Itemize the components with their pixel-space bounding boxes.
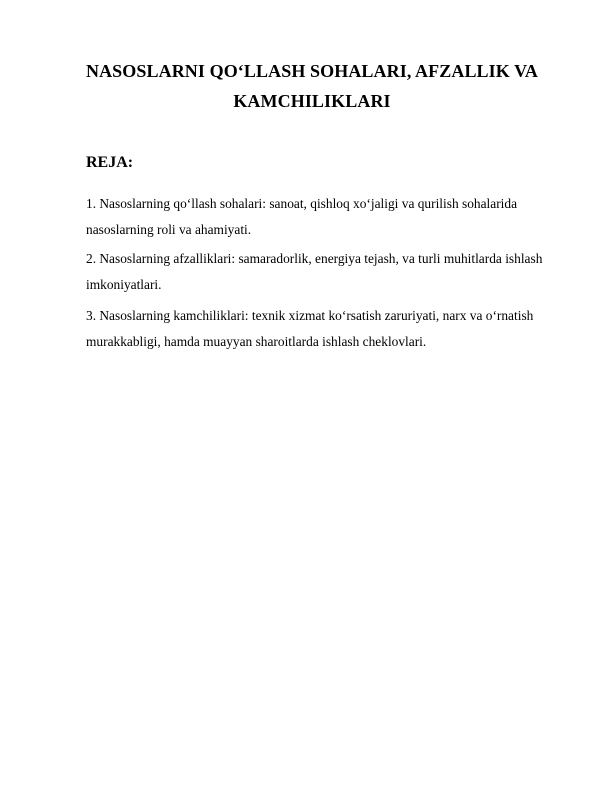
document-title-line-2: KAMCHILIKLARI	[233, 91, 391, 111]
plan-item-2: 2. Nasoslarning afzalliklari: samaradorlik, energiya tejash, va turli muhitlarda ishlash imkoniyatlari.	[86, 251, 543, 292]
plan-item-1: 1. Nasoslarning qo‘llash sohalari: sanoat, qishloq xo‘jaligi va qurilish sohalarida nasoslarning roli va ahamiyati.	[86, 196, 518, 237]
plan-heading: REJA:	[86, 154, 134, 171]
plan-item-3: 3. Nasoslarning kamchiliklari: texnik xizmat ko‘rsatish zaruriyati, narx va o‘rnatish murakkabligi, hamda muayyan sharoitlarda ishlash cheklovlari.	[86, 308, 534, 349]
document-title-line-1: NASOSLARNI QO‘LLASH SOHALARI, AFZALLIK VA	[85, 61, 539, 81]
